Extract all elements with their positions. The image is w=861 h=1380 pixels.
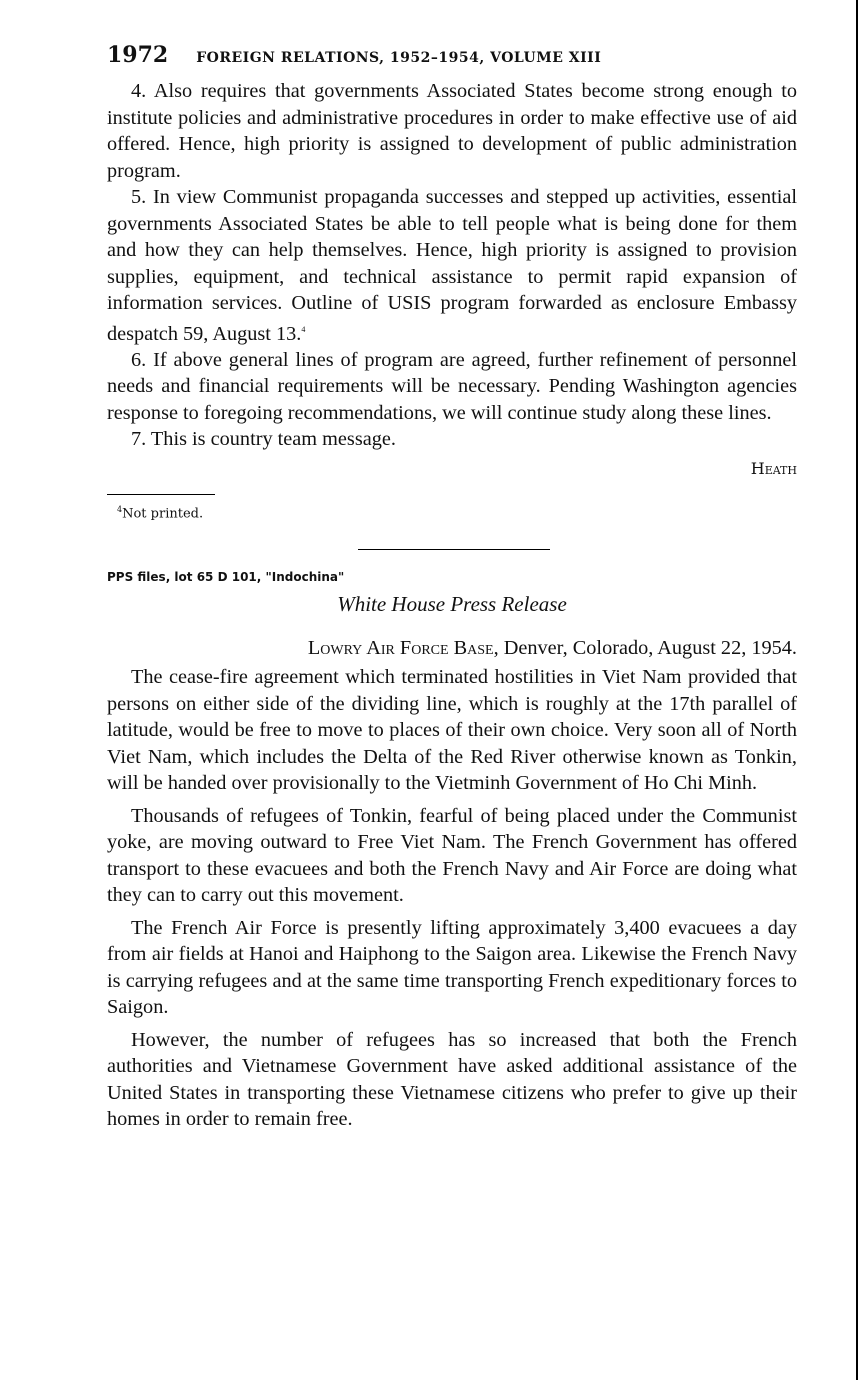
dateline-place: Lowry Air Force Base <box>307 637 494 660</box>
release-paragraph-2: Thousands of refugees of Tonkin, fearful of being placed under the Communist yoke, are moving outward to Free Viet Nam. The French Government has offered transport to these evacuees and both the French Navy and Air Force are doing what they can to carry out this movement. <box>107 804 797 907</box>
footnote-reference: 4 <box>301 324 306 334</box>
footnote-marker: 4 <box>117 504 123 514</box>
section-separator <box>358 549 550 550</box>
running-header <box>107 42 797 78</box>
paragraph-4: 4. Also requires that governments Associated States become strong enough to institute policies and administrative procedures in order to make effective use of aid offered. Hence, high priority is assigned to development of public administration program. <box>107 80 797 182</box>
scan-edge-line <box>856 0 858 1380</box>
signature: Heath <box>750 458 797 478</box>
dateline <box>107 637 797 660</box>
release-paragraph-1: The cease-fire agreement which terminated hostilities in Viet Nam provided that persons on either side of the dividing line, which is roughly at the 17th parallel of latitude, would be free to move to places of their own choice. Very soon all of North Viet Nam, which includes the Delta of the Red River otherwise known as Tonkin, will be handed over provisionally to the Vietminh Government of Ho Chi Minh. <box>107 666 797 795</box>
release-paragraph-3: The French Air Force is presently lifting approximately 3,400 evacuees a day from air fields at Hanoi and Haiphong to the Saigon area. Likewise the French Navy is carrying refugees and at the same time transporting French expeditionary forces to Saigon. <box>107 916 797 1019</box>
running-title: FOREIGN RELATIONS, 1952–1954, VOLUME XIII <box>196 50 602 66</box>
paragraph-7: 7. This is country team message. <box>131 428 396 451</box>
footnote-text: Not printed. <box>122 506 204 522</box>
document-page <box>107 42 797 1133</box>
press-release-body <box>107 664 797 1133</box>
paragraph-5-text: 5. In view Communist propaganda successes and stepped up activities, essential governments Associated States be able to tell people what is being done for them and how they can help themselves. Hence, high priority is assigned to provision supplies, equipment, and technical assistance to permit rapid expansion of information services. Outline of USIS program forwarded as enclosure Embassy despatch 59, August 13. <box>107 186 797 345</box>
footnote <box>117 505 797 521</box>
document-title: White House Press Release <box>337 592 567 617</box>
footnote-rule <box>107 494 215 495</box>
source-note: PPS files, lot 65 D 101, "Indochina" <box>107 570 345 585</box>
telegram-body <box>107 78 797 453</box>
release-paragraph-4: However, the number of refugees has so increased that both the French authorities and Vietnamese Government have asked additional assistance of the United States in transporting these Vietnamese citizens who prefer to give up their homes in order to remain free. <box>107 1028 797 1131</box>
page-number: 1972 <box>107 42 169 68</box>
paragraph-6: 6. If above general lines of program are agreed, further refinement of personnel needs and financial requirements will be necessary. Pending Washington agencies response to foregoing recommendations, we will continue study along these lines. <box>107 348 797 424</box>
dateline-rest: , Denver, Colorado, August 22, 1954. <box>493 637 797 660</box>
paragraph-5 <box>107 184 797 347</box>
